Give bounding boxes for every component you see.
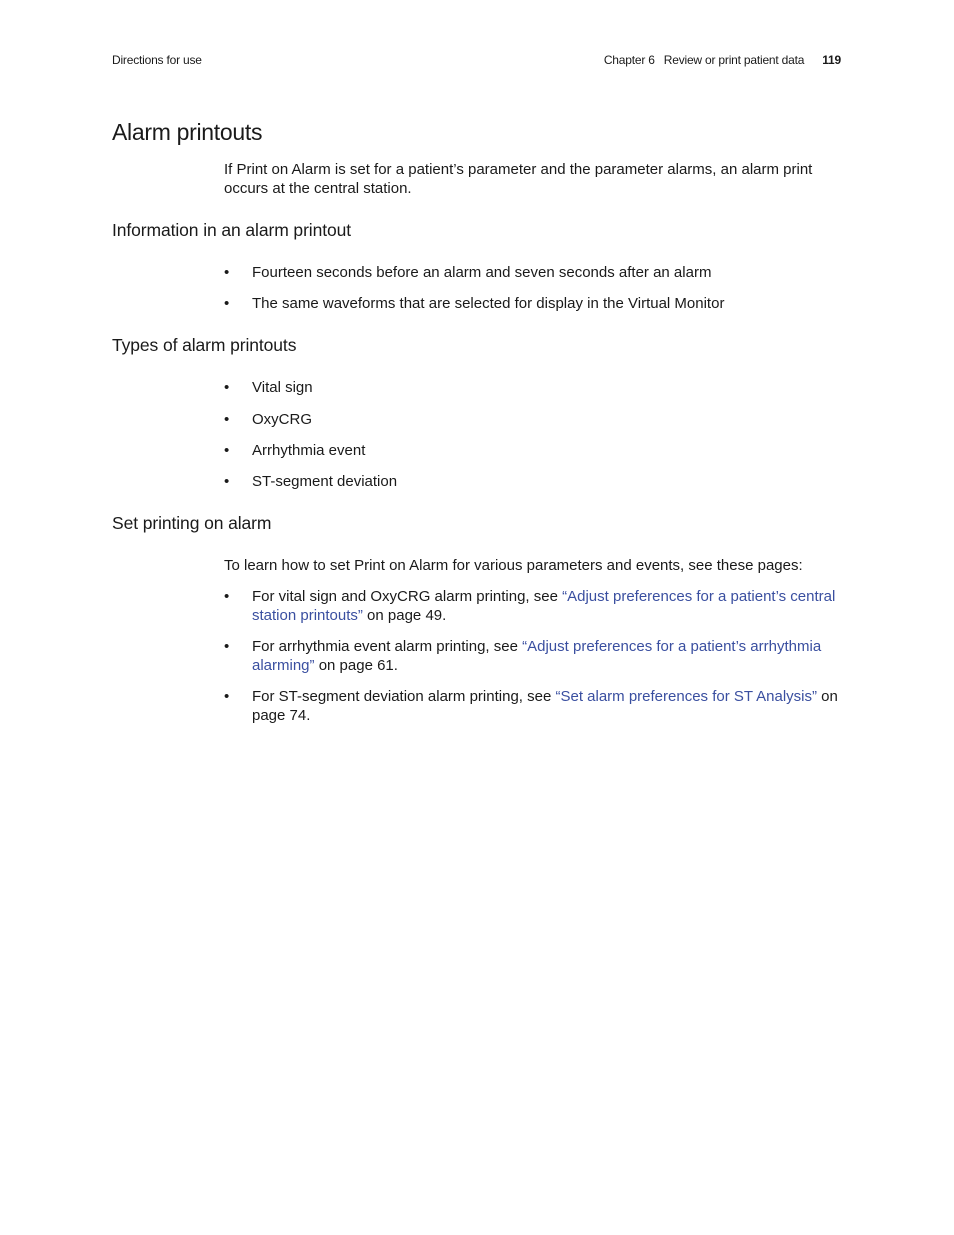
list-item: • For ST-segment deviation alarm printing, see “Set alarm preferences for ST Analysis” on page 74. — [224, 688, 838, 724]
set-printing-intro: To learn how to set Print on Alarm for various parameters and events, see these pages: — [224, 557, 803, 574]
bullet: • — [224, 442, 230, 459]
running-header-right — [604, 53, 841, 67]
header-chapter: Chapter 6 — [603, 53, 655, 67]
link-arrhythmia-alarming[interactable]: “Adjust preferences for a patient’s arrhythmia alarming” — [252, 638, 822, 674]
bullet: • — [224, 379, 230, 396]
list-item: • For arrhythmia event alarm printing, see “Adjust preferences for a patient’s arrhythmia alarming” on page 61. — [224, 638, 822, 674]
list-item: • The same waveforms that are selected for display in the Virtual Monitor — [224, 295, 725, 312]
list-item: • Arrhythmia event — [224, 442, 366, 459]
bullet: • — [224, 264, 230, 281]
list-item: • Vital sign — [224, 379, 313, 396]
header-chapter-title: Review or print patient data — [663, 53, 805, 67]
list-item: • Fourteen seconds before an alarm and seven seconds after an alarm — [224, 264, 712, 281]
running-header-left: Directions for use — [112, 53, 202, 67]
page-title: Alarm printouts — [112, 119, 263, 145]
list-item: • ST-segment deviation — [224, 473, 398, 490]
bullet: • — [224, 588, 230, 605]
heading-information: Information in an alarm printout — [112, 220, 352, 240]
heading-types: Types of alarm printouts — [112, 335, 297, 355]
page-number: 119 — [822, 53, 841, 67]
bullet: • — [224, 295, 230, 312]
link-st-analysis[interactable]: “Set alarm preferences for ST Analysis” — [555, 688, 817, 705]
bullet: • — [224, 638, 230, 655]
bullet: • — [224, 411, 230, 428]
intro-paragraph: If Print on Alarm is set for a patient’s parameter and the parameter alarms, an alarm print occurs at the central station. — [224, 161, 813, 197]
list-item: • For vital sign and OxyCRG alarm printing, see “Adjust preferences for a patient’s central station printouts” on page 49. — [224, 588, 836, 624]
heading-set-printing: Set printing on alarm — [112, 513, 272, 533]
bullet: • — [224, 473, 230, 490]
link-central-station-printouts[interactable]: “Adjust preferences for a patient’s central station printouts” — [252, 588, 836, 624]
bullet: • — [224, 688, 230, 705]
list-item: • OxyCRG — [224, 411, 312, 428]
